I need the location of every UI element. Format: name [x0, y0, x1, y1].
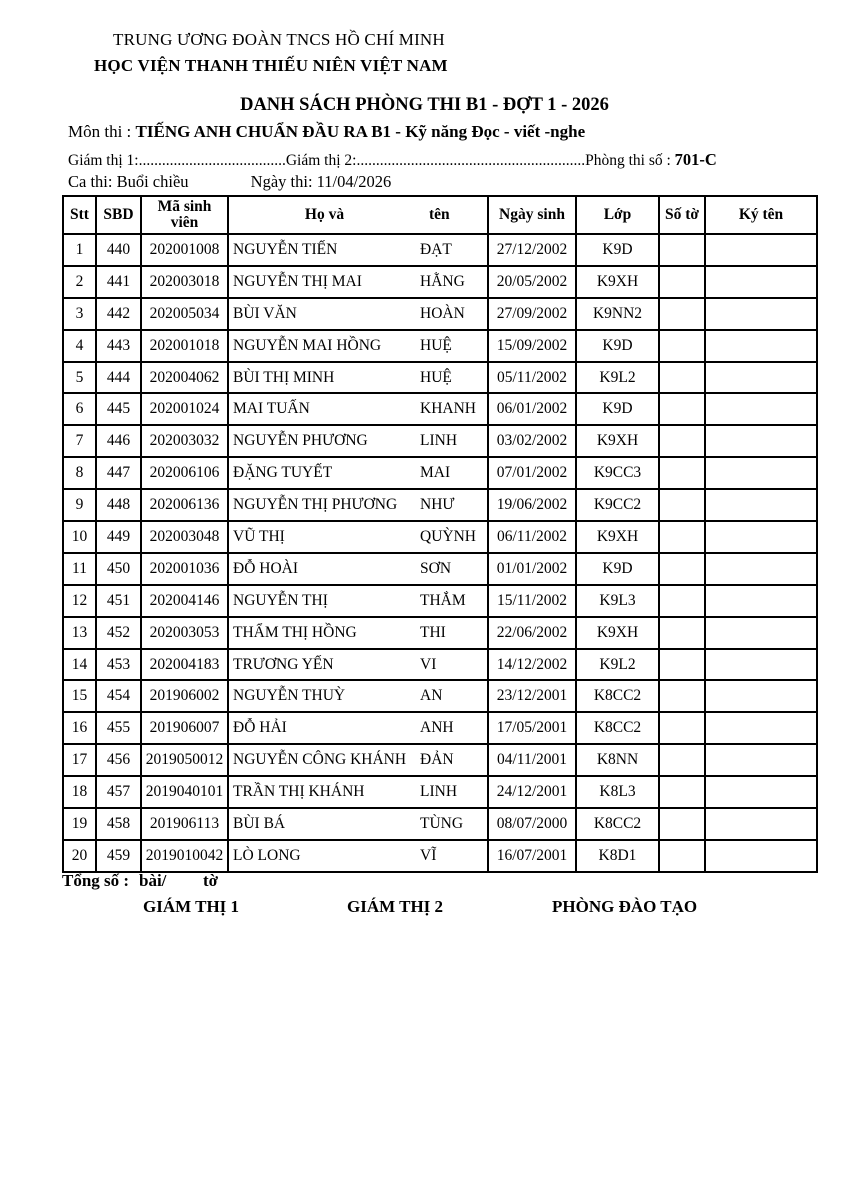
cell-ten: NHƯ: [420, 496, 455, 514]
signature-proctor1: GIÁM THỊ 1: [143, 897, 240, 916]
cell-stt: 17: [63, 744, 96, 776]
cell-ho: MAI TUẤN: [233, 400, 310, 418]
cell-full-name: [228, 680, 488, 712]
header-student-code: [141, 196, 228, 234]
cell-ho: NGUYỄN TIẾN: [233, 240, 338, 258]
cell-class: K9NN2: [576, 298, 659, 330]
header-ho: Họ và: [304, 205, 345, 223]
cell-signature: [705, 649, 817, 681]
cell-stt: 3: [63, 298, 96, 330]
cell-signature: [705, 425, 817, 457]
cell-stt: 18: [63, 776, 96, 808]
cell-sheet-count: [659, 808, 705, 840]
cell-class: K9D: [576, 393, 659, 425]
cell-ten: HUỆ: [420, 368, 452, 386]
cell-ho: NGUYỄN PHƯƠNG: [233, 432, 368, 450]
cell-ten: QUỲNH: [420, 527, 476, 545]
cell-stt: 14: [63, 649, 96, 681]
proctor1-dotted-leader: ......................................: [138, 152, 286, 169]
cell-ho: BÙI BÁ: [233, 814, 286, 832]
cell-ho: NGUYỄN THUỲ: [233, 687, 346, 705]
cell-stt: 10: [63, 521, 96, 553]
cell-student-code: 202003048: [141, 521, 228, 553]
cell-class: K9CC3: [576, 457, 659, 489]
cell-stt: 16: [63, 712, 96, 744]
table-row: [63, 617, 817, 649]
header-stt: Stt: [63, 196, 96, 234]
cell-sbd: 446: [96, 425, 141, 457]
cell-ten: ĐẢN: [420, 751, 454, 769]
table-row: [63, 234, 817, 266]
cell-full-name: [228, 553, 488, 585]
cell-birth-date: 08/07/2000: [488, 808, 576, 840]
cell-ho: ĐẶNG TUYẾT: [233, 464, 333, 482]
cell-sheet-count: [659, 521, 705, 553]
proctor1-label: Giám thị 1:: [68, 152, 139, 169]
cell-signature: [705, 776, 817, 808]
header-sheet-count: Số tờ: [659, 196, 705, 234]
cell-sheet-count: [659, 776, 705, 808]
cell-sbd: 442: [96, 298, 141, 330]
cell-class: K9L2: [576, 649, 659, 681]
cell-birth-date: 03/02/2002: [488, 425, 576, 457]
cell-stt: 13: [63, 617, 96, 649]
cell-ten: MAI: [420, 464, 451, 482]
cell-birth-date: 06/01/2002: [488, 393, 576, 425]
cell-student-code: 201906007: [141, 712, 228, 744]
cell-sheet-count: [659, 744, 705, 776]
cell-birth-date: 27/09/2002: [488, 298, 576, 330]
cell-sbd: 450: [96, 553, 141, 585]
cell-ten: KHANH: [420, 400, 476, 418]
cell-birth-date: 22/06/2002: [488, 617, 576, 649]
cell-ho: NGUYỄN THỊ PHƯƠNG: [233, 496, 398, 514]
cell-class: K8CC2: [576, 808, 659, 840]
cell-ten: THI: [420, 623, 446, 641]
cell-class: K9D: [576, 553, 659, 585]
cell-student-code: 202003018: [141, 266, 228, 298]
cell-stt: 9: [63, 489, 96, 521]
table-row: [63, 585, 817, 617]
org-line-1: TRUNG ƯƠNG ĐOÀN TNCS HỒ CHÍ MINH: [113, 30, 445, 49]
cell-ho: TRƯƠNG YẾN: [233, 655, 334, 673]
cell-full-name: [228, 649, 488, 681]
cell-sheet-count: [659, 393, 705, 425]
session-label: Ca thi: Buổi chiều: [68, 172, 189, 191]
header-sbd: SBD: [96, 196, 141, 234]
exam-date-label: Ngày thi: 11/04/2026: [250, 172, 392, 191]
proctor2-label: Giám thị 2:: [285, 152, 357, 169]
cell-full-name: [228, 393, 488, 425]
table-row: [63, 744, 817, 776]
cell-sheet-count: [659, 617, 705, 649]
cell-student-code: 201906002: [141, 680, 228, 712]
cell-sheet-count: [659, 298, 705, 330]
table-row: [63, 649, 817, 681]
cell-student-code: 202006106: [141, 457, 228, 489]
cell-full-name: [228, 457, 488, 489]
cell-signature: [705, 840, 817, 872]
signature-training-office: PHÒNG ĐÀO TẠO: [552, 897, 698, 916]
cell-sheet-count: [659, 362, 705, 394]
subject-label: Môn thi :: [68, 122, 132, 141]
cell-ho: NGUYỄN MAI HỒNG: [233, 336, 382, 354]
cell-class: K8L3: [576, 776, 659, 808]
header-ten: tên: [429, 205, 450, 223]
table-row: [63, 330, 817, 362]
cell-birth-date: 04/11/2001: [488, 744, 576, 776]
cell-signature: [705, 362, 817, 394]
cell-birth-date: 15/09/2002: [488, 330, 576, 362]
cell-sbd: 457: [96, 776, 141, 808]
cell-sbd: 459: [96, 840, 141, 872]
cell-student-code: 202001036: [141, 553, 228, 585]
cell-birth-date: 06/11/2002: [488, 521, 576, 553]
table-row: [63, 712, 817, 744]
cell-student-code: 202004062: [141, 362, 228, 394]
cell-signature: [705, 489, 817, 521]
cell-sheet-count: [659, 425, 705, 457]
roster-table-wrapper: [62, 195, 818, 873]
cell-student-code: 202004183: [141, 649, 228, 681]
cell-signature: [705, 330, 817, 362]
table-row: [63, 362, 817, 394]
cell-student-code: 202001024: [141, 393, 228, 425]
cell-ho: NGUYỄN CÔNG KHÁNH: [233, 751, 407, 769]
cell-ho: NGUYỄN THỊ MAI: [233, 272, 362, 290]
cell-birth-date: 16/07/2001: [488, 840, 576, 872]
cell-sheet-count: [659, 489, 705, 521]
table-row: [63, 840, 817, 872]
session-line: [68, 172, 391, 192]
cell-sbd: 445: [96, 393, 141, 425]
table-row: [63, 425, 817, 457]
cell-birth-date: 24/12/2001: [488, 776, 576, 808]
cell-stt: 2: [63, 266, 96, 298]
cell-signature: [705, 808, 817, 840]
proctor-line: [68, 150, 717, 170]
cell-sheet-count: [659, 457, 705, 489]
header-student-code-line1: Mã sinh: [157, 197, 212, 215]
header-birth-date: Ngày sinh: [488, 196, 576, 234]
header-student-code-line2: viên: [170, 214, 199, 231]
cell-ten: HOÀN: [420, 304, 465, 322]
cell-stt: 1: [63, 234, 96, 266]
cell-student-code: 201906113: [141, 808, 228, 840]
cell-signature: [705, 680, 817, 712]
cell-full-name: [228, 521, 488, 553]
cell-signature: [705, 585, 817, 617]
cell-signature: [705, 298, 817, 330]
cell-signature: [705, 521, 817, 553]
cell-birth-date: 07/01/2002: [488, 457, 576, 489]
cell-stt: 6: [63, 393, 96, 425]
table-row: [63, 776, 817, 808]
cell-full-name: [228, 362, 488, 394]
cell-stt: 19: [63, 808, 96, 840]
cell-full-name: [228, 266, 488, 298]
cell-student-code: 202003032: [141, 425, 228, 457]
total-bai-label: bài/: [139, 871, 167, 890]
table-row: [63, 266, 817, 298]
cell-signature: [705, 553, 817, 585]
header-signature: Ký tên: [705, 196, 817, 234]
cell-ten: ĐẠT: [420, 240, 452, 258]
cell-class: K8CC2: [576, 680, 659, 712]
cell-full-name: [228, 776, 488, 808]
cell-class: K9XH: [576, 521, 659, 553]
cell-full-name: [228, 585, 488, 617]
table-row: [63, 521, 817, 553]
cell-stt: 5: [63, 362, 96, 394]
cell-class: K9D: [576, 234, 659, 266]
cell-class: K9L2: [576, 362, 659, 394]
cell-sbd: 452: [96, 617, 141, 649]
cell-signature: [705, 393, 817, 425]
cell-sheet-count: [659, 712, 705, 744]
signature-proctor2: GIÁM THỊ 2: [347, 897, 444, 916]
cell-stt: 12: [63, 585, 96, 617]
cell-full-name: [228, 840, 488, 872]
subject-line: [68, 122, 585, 142]
cell-ho: TRẦN THỊ KHÁNH: [233, 783, 365, 801]
cell-full-name: [228, 330, 488, 362]
cell-sbd: 454: [96, 680, 141, 712]
cell-full-name: [228, 744, 488, 776]
cell-student-code: 2019040101: [141, 776, 228, 808]
cell-ten: AN: [420, 687, 443, 705]
cell-sheet-count: [659, 840, 705, 872]
cell-ten: SƠN: [420, 559, 452, 577]
cell-class: K8D1: [576, 840, 659, 872]
cell-stt: 15: [63, 680, 96, 712]
cell-sheet-count: [659, 330, 705, 362]
total-label: Tổng số :: [62, 871, 130, 890]
cell-birth-date: 19/06/2002: [488, 489, 576, 521]
cell-class: K8CC2: [576, 712, 659, 744]
cell-ho: BÙI VĂN: [233, 304, 297, 322]
cell-ho: NGUYỄN THỊ: [233, 591, 328, 609]
cell-ho: VŨ THỊ: [233, 527, 285, 545]
cell-birth-date: 05/11/2002: [488, 362, 576, 394]
cell-birth-date: 20/05/2002: [488, 266, 576, 298]
cell-full-name: [228, 298, 488, 330]
cell-sbd: 447: [96, 457, 141, 489]
cell-signature: [705, 457, 817, 489]
table-row: [63, 553, 817, 585]
cell-ten: VĨ: [420, 846, 437, 864]
room-label: Phòng thi số :: [585, 152, 675, 169]
cell-full-name: [228, 712, 488, 744]
cell-student-code: 2019010042: [141, 840, 228, 872]
cell-signature: [705, 712, 817, 744]
cell-class: K9L3: [576, 585, 659, 617]
cell-ten: ANH: [420, 719, 454, 737]
cell-full-name: [228, 808, 488, 840]
cell-sbd: 441: [96, 266, 141, 298]
room-number: 701-C: [674, 150, 717, 169]
cell-sheet-count: [659, 234, 705, 266]
cell-sheet-count: [659, 266, 705, 298]
cell-class: K9CC2: [576, 489, 659, 521]
cell-sbd: 455: [96, 712, 141, 744]
cell-signature: [705, 617, 817, 649]
cell-stt: 20: [63, 840, 96, 872]
cell-student-code: 202005034: [141, 298, 228, 330]
table-row: [63, 393, 817, 425]
cell-ho: BÙI THỊ MINH: [233, 368, 335, 386]
cell-ten: HẰNG: [420, 272, 465, 290]
org-line-2: HỌC VIỆN THANH THIẾU NIÊN VIỆT NAM: [94, 56, 448, 75]
cell-ten: TÙNG: [420, 814, 464, 832]
cell-sbd: 443: [96, 330, 141, 362]
cell-birth-date: 23/12/2001: [488, 680, 576, 712]
cell-sbd: 448: [96, 489, 141, 521]
cell-full-name: [228, 617, 488, 649]
page-title: DANH SÁCH PHÒNG THI B1 - ĐỢT 1 - 2026: [240, 95, 609, 115]
cell-class: K8NN: [576, 744, 659, 776]
cell-student-code: 202006136: [141, 489, 228, 521]
cell-ten: THẮM: [420, 591, 466, 609]
cell-sbd: 451: [96, 585, 141, 617]
cell-sbd: 458: [96, 808, 141, 840]
roster-table: [62, 195, 818, 873]
cell-sheet-count: [659, 553, 705, 585]
cell-sheet-count: [659, 680, 705, 712]
table-row: [63, 680, 817, 712]
cell-ho: ĐỖ HOÀI: [233, 559, 299, 577]
cell-student-code: 202003053: [141, 617, 228, 649]
cell-sbd: 440: [96, 234, 141, 266]
cell-birth-date: 15/11/2002: [488, 585, 576, 617]
cell-stt: 4: [63, 330, 96, 362]
cell-ho: ĐỖ HẢI: [233, 719, 287, 737]
cell-stt: 8: [63, 457, 96, 489]
cell-birth-date: 01/01/2002: [488, 553, 576, 585]
cell-class: K9XH: [576, 617, 659, 649]
cell-birth-date: 27/12/2002: [488, 234, 576, 266]
cell-student-code: 2019050012: [141, 744, 228, 776]
proctor2-dotted-leader: ...........................................................: [356, 152, 586, 169]
cell-ten: HUỆ: [420, 336, 452, 354]
cell-ten: VI: [420, 655, 437, 673]
total-to-label: tờ: [203, 871, 219, 890]
cell-sheet-count: [659, 649, 705, 681]
cell-sheet-count: [659, 585, 705, 617]
cell-class: K9XH: [576, 425, 659, 457]
cell-full-name: [228, 489, 488, 521]
cell-sbd: 444: [96, 362, 141, 394]
cell-student-code: 202001008: [141, 234, 228, 266]
cell-sbd: 453: [96, 649, 141, 681]
cell-ho: LÒ LONG: [233, 846, 301, 864]
table-row: [63, 489, 817, 521]
cell-sbd: 449: [96, 521, 141, 553]
cell-signature: [705, 234, 817, 266]
cell-full-name: [228, 425, 488, 457]
table-row: [63, 298, 817, 330]
cell-birth-date: 14/12/2002: [488, 649, 576, 681]
cell-signature: [705, 744, 817, 776]
cell-full-name: [228, 234, 488, 266]
cell-ten: LINH: [420, 783, 458, 801]
cell-student-code: 202001018: [141, 330, 228, 362]
header-full-name: [228, 196, 488, 234]
cell-stt: 7: [63, 425, 96, 457]
cell-class: K9D: [576, 330, 659, 362]
header-class: Lớp: [576, 196, 659, 234]
cell-signature: [705, 266, 817, 298]
cell-birth-date: 17/05/2001: [488, 712, 576, 744]
table-row: [63, 457, 817, 489]
table-header-row: [63, 196, 817, 234]
cell-stt: 11: [63, 553, 96, 585]
cell-ten: LINH: [420, 432, 458, 450]
cell-class: K9XH: [576, 266, 659, 298]
table-row: [63, 808, 817, 840]
cell-ho: THẨM THỊ HỒNG: [233, 623, 357, 641]
subject-value: TIẾNG ANH CHUẨN ĐẦU RA B1 - Kỹ năng Đọc - viết -nghe: [135, 122, 586, 141]
cell-student-code: 202004146: [141, 585, 228, 617]
cell-sbd: 456: [96, 744, 141, 776]
